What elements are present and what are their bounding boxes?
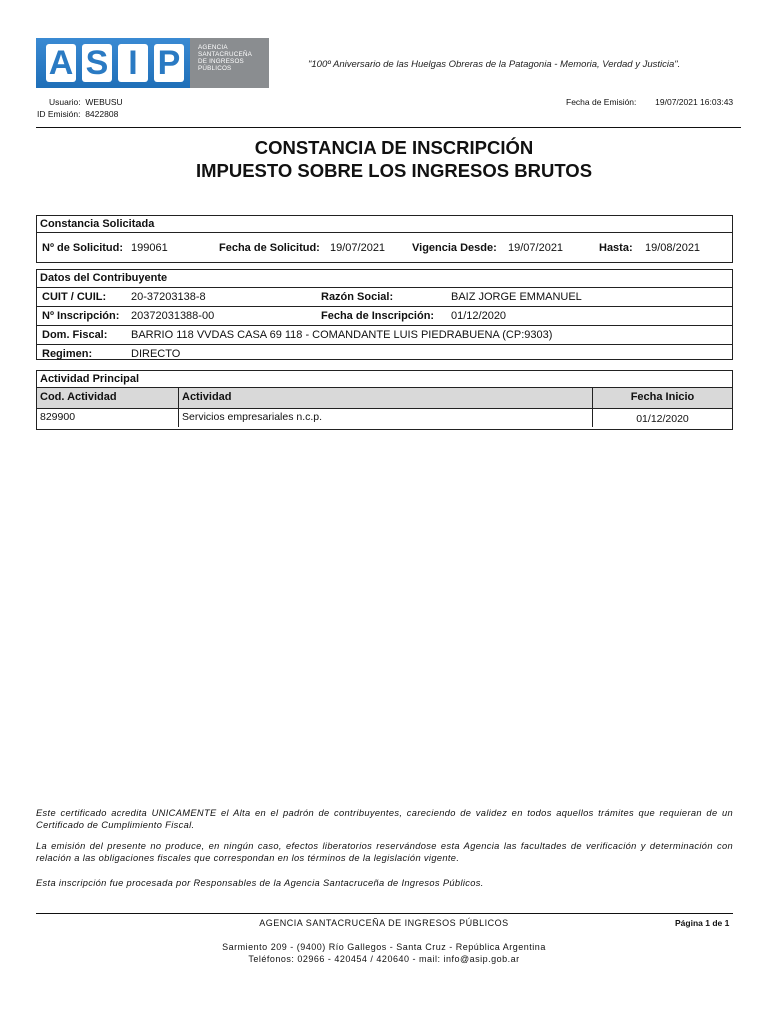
row-cuit [37, 287, 732, 306]
actividad-columns [37, 388, 732, 409]
fecha-emision-label: Fecha de Emisión: [566, 97, 637, 107]
razon-value: BAIZ JORGE EMMANUEL [451, 291, 582, 303]
constancia-header: Constancia Solicitada [37, 216, 732, 233]
regimen-label: Regimen: [42, 348, 93, 360]
id-emision [37, 109, 118, 119]
hasta-label: Hasta: [599, 242, 633, 254]
page-title: CONSTANCIA DE INSCRIPCIÓN [254, 137, 534, 158]
actividad-header: Actividad Principal [37, 371, 732, 388]
logo-line: DE INGRESOS [198, 58, 244, 65]
actividad-section [36, 370, 733, 430]
footer-contact: Teléfonos: 02966 - 420454 / 420640 - mail: info@asip.gob.ar [248, 954, 520, 964]
domicilio-value: BARRIO 118 VVDAS CASA 69 118 - COMANDANTE LUIS PIEDRABUENA (CP:9303) [131, 329, 553, 341]
constancia-section [36, 215, 733, 263]
fecha-emision-value: 19/07/2021 16:03:43 [655, 97, 734, 107]
col-actividad: Actividad [179, 388, 593, 408]
actividad-descripcion: Servicios empresariales n.c.p. [179, 409, 593, 427]
col-fecha-inicio: Fecha Inicio [593, 388, 732, 408]
logo-mark [36, 38, 190, 88]
fecha-inscripcion-value: 01/12/2020 [451, 310, 507, 322]
table-row [37, 409, 732, 428]
fecha-emision [566, 97, 733, 107]
usuario [49, 97, 123, 107]
actividad-codigo: 829900 [37, 409, 179, 427]
actividad-fecha: 01/12/2020 [636, 413, 689, 425]
fecha-inscripcion-label: Fecha de Inscripción: [321, 310, 435, 322]
logo-line: PÚBLICOS [198, 65, 232, 72]
razon-label: Razón Social: [321, 291, 394, 303]
id-emision-label: ID Emisión: [37, 109, 81, 119]
logo-letter: I [118, 44, 148, 82]
page-subtitle: IMPUESTO SOBRE LOS INGRESOS BRUTOS [195, 160, 593, 181]
logo-letter: S [82, 44, 112, 82]
row-regimen [37, 344, 732, 363]
logo-line: AGENCIA [198, 44, 228, 51]
logo-letter: P [154, 44, 184, 82]
domicilio-label: Dom. Fiscal: [42, 329, 108, 341]
logo-line: SANTACRUCEÑA [198, 51, 253, 58]
id-emision-value: 8422808 [85, 109, 119, 119]
hasta-value: 19/08/2021 [645, 242, 701, 254]
footer-agency: AGENCIA SANTACRUCEÑA DE INGRESOS PÚBLICOS [259, 918, 509, 928]
nro-solicitud-value: 199061 [131, 242, 168, 254]
fecha-solicitud-value: 19/07/2021 [330, 242, 386, 254]
usuario-label: Usuario: [49, 97, 81, 107]
row-inscripcion [37, 306, 732, 325]
regimen-value: DIRECTO [131, 348, 181, 360]
logo-letter: A [46, 44, 76, 82]
vigencia-value: 19/07/2021 [508, 242, 564, 254]
legal-paragraph-1: Este certificado acredita UNICAMENTE el Alta en el padrón de contribuyentes, careciendo de validez en todos aquellos trámites que requieran de un Certificado de Cumplimiento Fiscal. [36, 808, 733, 830]
nro-solicitud-label: Nº de Solicitud: [42, 242, 124, 254]
fecha-solicitud-label: Fecha de Solicitud: [219, 242, 320, 254]
footer-divider [36, 913, 733, 914]
logo-agency-name [190, 38, 269, 88]
contribuyente-section [36, 269, 733, 360]
col-codigo: Cod. Actividad [37, 388, 179, 408]
inscripcion-value: 20372031388-00 [131, 310, 215, 322]
cuit-label: CUIT / CUIL: [42, 291, 107, 303]
usuario-value: WEBUSU [85, 97, 123, 107]
cuit-value: 20-37203138-8 [131, 291, 206, 303]
row-domicilio [37, 325, 732, 344]
legal-paragraph-3: Esta inscripción fue procesada por Responsables de la Agencia Santacruceña de Ingresos Públicos. [36, 878, 484, 888]
motto: "100º Aniversario de las Huelgas Obreras de la Patagonia - Memoria, Verdad y Justicia". [308, 59, 681, 70]
asip-logo [36, 38, 269, 88]
legal-paragraph-2: La emisión del presente no produce, en ningún caso, efectos liberatorios reservándose esta Agencia las facultades de verificación y determinación con relación a las obligaciones fiscales que correspondan en los términos de la legislación vigente. [36, 841, 733, 863]
header-divider [36, 127, 741, 128]
footer-address: Sarmiento 209 - (9400) Río Gallegos - Santa Cruz - República Argentina [222, 942, 546, 952]
vigencia-label: Vigencia Desde: [412, 242, 497, 254]
contribuyente-header: Datos del Contribuyente [40, 272, 168, 284]
inscripcion-label: Nº Inscripción: [42, 310, 120, 322]
page-number: Página 1 de 1 [675, 918, 730, 928]
